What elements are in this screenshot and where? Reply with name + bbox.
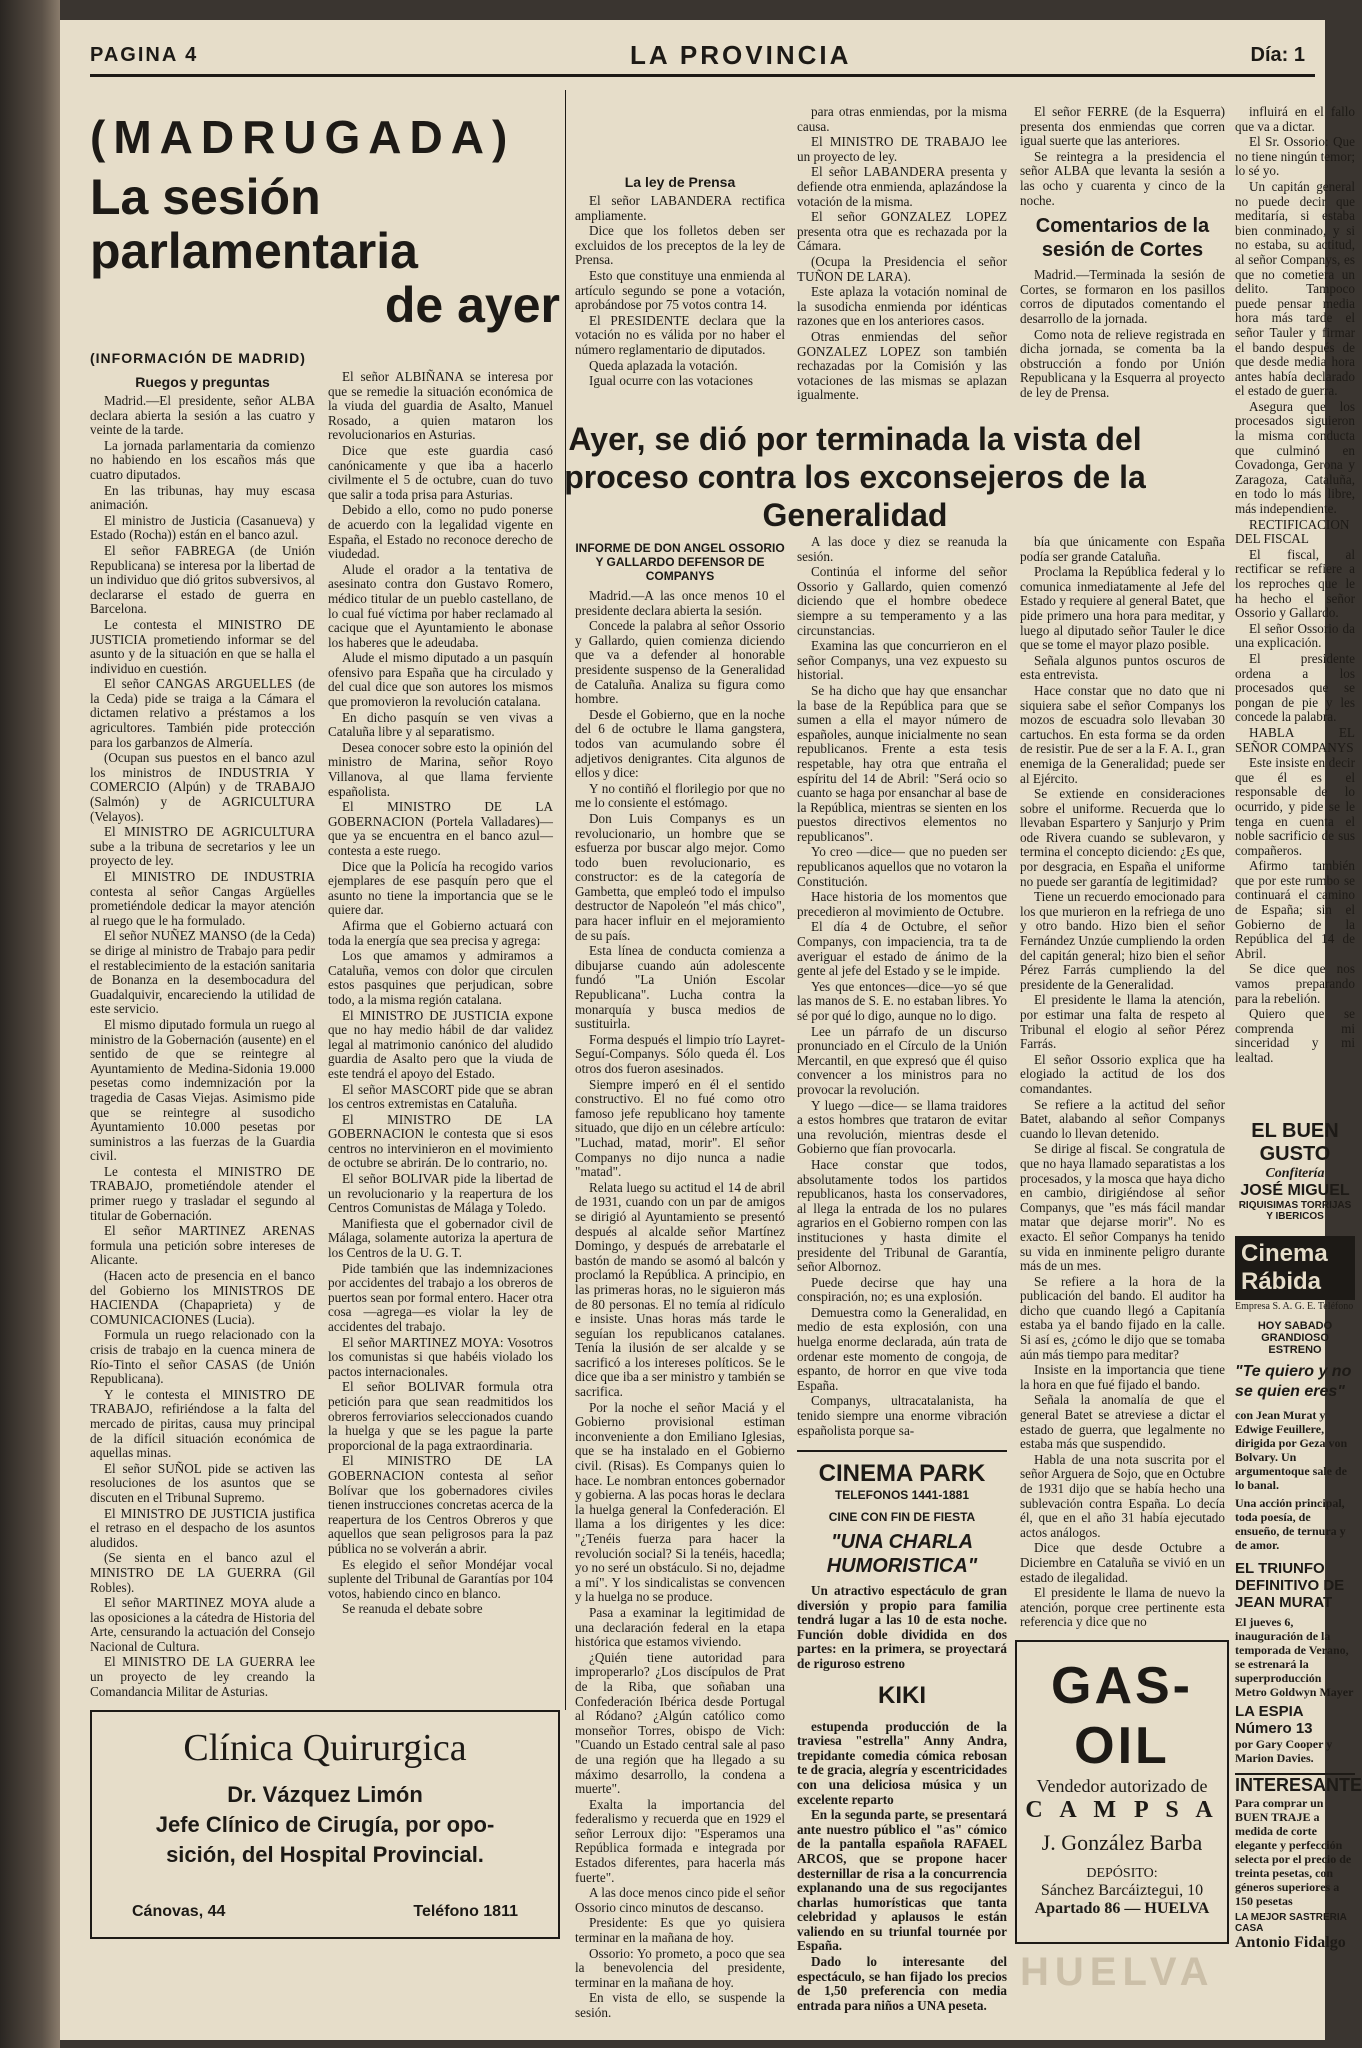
right-edge-paragraph: Afirmo también que por este rumbo se continuará el camino de España; sin el Gobierno de la República del 14 de Abril.: [1235, 858, 1355, 961]
gasoil-ad: [1015, 1640, 1229, 1944]
lead-paragraph: El ministro de Justicia (Casanueva) y Estado (Rocha)) están en el banco azul.: [90, 512, 315, 543]
generalidad-paragraph: Puede decirse que hay una conspiración, no; es una explosión.: [797, 1274, 1007, 1305]
prensa-paragraph: Dice que los folletos deben ser excluidos de los preceptos de la ley de Prensa.: [575, 223, 785, 268]
lead-paragraph: El MINISTRO DE AGRICULTURA sube a la tribuna de secretarios y lee un proyecto de ley.: [90, 824, 315, 869]
informe-heading: INFORME DE DON ANGEL OSSORIO Y GALLARDO DEFENSOR DE COMPANYS: [575, 541, 785, 583]
lead-paragraph: El señor MARTINEZ MOYA alude a las oposiciones a la cátedra de Historia del Arte, censurando la actuación del Consejo Nacional de Cultura.: [90, 1595, 315, 1654]
lead-paragraph: El MINISTRO DE JUSTICIA justifica el retraso en el despacho de los asuntos aludidos.: [90, 1505, 315, 1550]
generalidad-paragraph: Lee un párrafo de un discurso pronunciado en el Círculo de la Unión Mercantil, en que expresó que él quiso convencer a los ministros para no provocar la revolución.: [797, 1023, 1007, 1097]
generalidad-paragraph: Y luego —dice— se llama traidores a estos hombres que trataron de evitar una revolución, mientras desde el Gobierno que fían provocarla.: [797, 1097, 1007, 1157]
rabida-estreno: GRANDIOSO ESTRENO: [1261, 1332, 1329, 1356]
generalidad-paragraph: A las doce y diez se reanuda la sesión.: [797, 534, 1007, 564]
lead-paragraph: En las tribunas, hay muy escasa animación.: [90, 482, 315, 513]
generalidad-paragraph: Y no contiñó el florilegio por que no me lo consiente el estómago.: [575, 780, 785, 811]
generalidad-paragraph: Se ha dicho que hay que ensanchar la base de la República para que se sumen a ella el mayor número de españoles, aunque inicialmente no sean republicanos. Frente a esta tesis respetable, hay otra que entraña el espíritu del 14 de Abril: "Será ocio so cuanto se haga por ensanchar al base de la República, mientras se sienten en los puestos directivos elementos no republicanos".: [797, 682, 1007, 844]
rabida-cast: con Jean Murat y Edwige Feuillere, dirigida por Geza von Bolvary. Un argumentoque sale de lo banal.: [1235, 1408, 1348, 1492]
cinema-title: CINEMA PARK: [818, 1460, 986, 1487]
clinic-address: Cánovas, 44: [132, 1903, 226, 1920]
right-edge-paragraph: Quiero que se comprenda mi sinceridad y mi lealtad.: [1235, 1006, 1355, 1065]
newspaper-page: [60, 20, 1362, 2040]
generalidad-column-2: [797, 535, 1007, 1440]
generalidad-paragraph: Demuestra como la Generalidad, en medio de esta explosión, con una huelga enorme declarada, aún trata de ordenar este momento de congoja, de espanto, de horror en que vive toda España.: [797, 1304, 1007, 1393]
col5-column: [1020, 105, 1225, 410]
generalidad-paragraph: El presidente le llama la atención, por estimar una falta de respeto al Tribunal el elogio al señor Pérez Farrás.: [1020, 992, 1225, 1052]
col4-column: [797, 105, 1007, 410]
lead-paragraph: (Ocupan sus puestos en el banco azul los ministros de INDUSTRIA Y COMERCIO (Alpún) y de TRABAJO (Salmón) y de AGRICULTURA (Velayos).: [90, 750, 315, 824]
right-edge-paragraph: HABLA EL SEÑOR COMPANYS: [1235, 724, 1355, 755]
generalidad-paragraph: Don Luis Companys es un revolucionario, un hombre que se esfuerza por buscar algo mejor. Como todo buen revolucionario, es constructor: es de la categoría de Gambetta, que empleó todo el impulso destructor de Napoleón "el más chico", para hacer influir en el mejoramiento de su país.: [575, 810, 785, 943]
buengusto-title: EL BUEN GUSTO: [1251, 1120, 1339, 1165]
gasoil-campsa: C A M P S A: [1025, 1797, 1219, 1823]
lead-paragraph: Alude el mismo diputado a un pasquín ofensivo para España que ha circulado y del cual dice que son autores los mismos que promovieron la revolución catalana.: [328, 650, 553, 710]
right-edge-paragraph: El presidente ordena a los procesados que se pongan de pie y les concede la palabra.: [1235, 650, 1355, 725]
right-edge-paragraph: Se dice que nos vamos preparando para la rebelión.: [1235, 961, 1355, 1006]
column-rule: [565, 90, 566, 1710]
lead-subhead: Ruegos y preguntas: [135, 374, 270, 390]
prensa-column: [575, 170, 785, 410]
clinic-line: Jefe Clínico de Cirugía, por opo-: [155, 1812, 495, 1837]
lead-paragraph: El señor BOLIVAR pide la libertad de un revolucionario y la reapertura de los Centros Comunistas de Málaga y Toledo.: [328, 1171, 553, 1216]
headline-line: de ayer: [384, 277, 560, 333]
session-paragraph: El señor FERRE (de la Esquerra) presenta dos enmiendas que corren igual suerte que las anteriores.: [1020, 104, 1225, 149]
triunfo-heading: EL TRIUNFO DEFINITIVO DE JEAN MURAT: [1235, 1560, 1345, 1611]
lead-paragraph: Dice que la Policía ha recogido varios ejemplares de ese pasquín pero que el asunto no tiene la importancia que se le quiere dar.: [328, 858, 553, 918]
generalidad-paragraph: Companys, ultracatalanista, ha tenido siempre una enorme vibración españolista porque sa-: [797, 1393, 1007, 1438]
generalidad-paragraph: Hace constar que todos, absolutamente todos los partidos republicanos, hasta los conservadores, al llega la entrada de los no pulares agrarios en el Gobierno rompen con las instituciones y hasta dimite el presidente del Tribunal de Garantía, señor Albornoz.: [797, 1156, 1007, 1275]
book-spine: [0, 0, 60, 2048]
interesante-heading: INTERESANTE: [1235, 1775, 1362, 1795]
generalidad-paragraph: Proclama la República federal y lo comunica inmediatamente al Jefe del Estado y requiere al general Batet, que pide primero una hora para meditar, y luego al diputado señor Tauler le dice que se tome el mayor plazo posible.: [1020, 564, 1225, 653]
generalidad-paragraph: Hace constar que no dato que ni siquiera sabe el señor Companys los mozos de escuadra solo llevaban 30 cartuchos. En esta forma se da orden de resistir. Pue de ser a la F. A. I., gran enemiga de la Generalidad; puede ser al Ejército.: [1020, 682, 1225, 786]
lead-paragraph: Madrid.—El presidente, señor ALBA declara abierta la sesión a las cuatro y veinte de la tarde.: [90, 393, 315, 438]
generalidad-paragraph: Se refiere a la actitud del señor Batet, alabando al señor Companys cuando lo llevan detenido.: [1020, 1096, 1225, 1141]
rabida-empresa: Empresa S. A. G. E. Teléfono: [1235, 1301, 1354, 1312]
lead-headline: [90, 170, 560, 332]
prensa-heading: La ley de Prensa: [624, 174, 736, 190]
lead-paragraph: El mismo diputado formula un ruego al ministro de la Gobernación (ausente) en el sentido de que se reintegre al Ayuntamiento de Medina-Sidonia 19.000 pesetas como indemnización por la tragedia de Casas Viejas. Asimismo pide que se reintegre al susodicho Ayuntamiento 10.000 pesetas por suministros a las fuerzas de la Guardia civil.: [90, 1016, 315, 1164]
generalidad-paragraph: El día 4 de Octubre, el señor Companys, con impaciencia, tra ta de averiguar el estado de ánimo de la gente al jefe del Estado y se le impide.: [797, 919, 1007, 979]
clinic-ad: [90, 1710, 560, 1939]
headline-line: La sesión: [90, 169, 321, 225]
generalidad-paragraph: Tiene un recuerdo emocionado para los que murieron en la refriega de uno y otro bando. Hizo bien el señor Fernández Unzúe cumpliendo la orden del capitán general; hizo bien el señor Pérez Farrás cumpliendo la del presidente de la Generalidad.: [1020, 889, 1225, 992]
lead-paragraph: El señor BOLIVAR formula otra petición para que sean readmitidos los obreros ferroviarios seleccionados cuando la huelga y que se les pague la parte proporcional de la paga extraordinaria.: [328, 1379, 553, 1453]
generalidad-paragraph: Dice que desde Octubre a Diciembre en Cataluña se vivió en un estado de ilegalidad.: [1020, 1540, 1225, 1585]
lead-paragraph: El MINISTRO DE INDUSTRIA contesta al señor Cangas Argüelles prometiéndole dedicar la mayor atención al ruego que le ha formulado.: [90, 869, 315, 928]
lead-paragraph: El MINISTRO DE JUSTICIA expone que no hay medio hábil de dar validez legal al matrimonio canónico del aludido guardia de Asalto pero que la viuda de este tendrá el apoyo del Estado.: [328, 1007, 553, 1081]
generalidad-paragraph: Examina las que concurrieron en el señor Companys, una vez expuesto su historial.: [797, 638, 1007, 683]
generalidad-paragraph: ¿Quién tiene autoridad para improperarlo? ¿Los discípulos de Prat de la Riba, que soñaban una Confederación Ibérica desde Portugal al Ródano? ¿Algún católico como monseñor Torres, obispo de Vich: "Cuando un Estado central sale al paso de una región que ha llegado a su máximo desarrollo, la condena a muerte".: [575, 1649, 785, 1797]
generalidad-paragraph: Se refiere a la hora de la publicación del bando. El auditor ha dicho que cuando llegó a Capitanía estaba ya el bando fijado en la calle. Si así es, ¿cómo le dijo que se tomaba aún más tiempo para meditar?: [1020, 1273, 1225, 1362]
headline-line: parlamentaria: [90, 223, 418, 279]
clinic-line: sición, del Hospital Provincial.: [166, 1842, 484, 1867]
prensa-paragraph: Igual ocurre con las votaciones: [589, 373, 754, 389]
lead-column-1: [90, 370, 315, 1700]
lead-kicker: (MADRUGADA): [90, 111, 516, 163]
lead-paragraph: El señor SUÑOL pide se activen las resoluciones de los asuntos que se discuten en el Tribunal Supremo.: [90, 1460, 315, 1505]
generalidad-paragraph: Habla de una nota suscrita por el señor Arguera de Sojo, que en Octubre de 1931 dijo que se había hecho una sublevación contra España. Lo decía él, que en el año 31 había ejecutado actos análogos.: [1020, 1451, 1225, 1540]
generalidad-paragraph: Se extiende en consideraciones sobre el uniforme. Recuerda que lo llevaban Espartero y Sanjurjo y Prim ode Rivera cuando se sublevaron, y termina el concepto diciendo: ¿Es que, por desgracia, en España el uniforme no puede ser garantía de legitimidad?: [1020, 786, 1225, 889]
right-edge-paragraph: RECTIFICACION DEL FISCAL: [1235, 516, 1350, 547]
generalidad-paragraph: bía que únicamente con España podía ser grande Cataluña.: [1020, 534, 1225, 564]
lead-paragraph: Manifiesta que el gobernador civil de Málaga, solamente autoriza la apertura de los Centros de la U. G. T.: [328, 1215, 553, 1261]
sastreria-label: LA MEJOR SASTRERIA CASA: [1235, 1912, 1347, 1934]
generalidad-paragraph: Hace historia de los momentos que precedieron al movimiento de Octubre.: [797, 889, 1007, 919]
gasoil-title: GAS-OIL: [1051, 1657, 1193, 1775]
owner-name: JOSÉ MIGUEL: [1240, 1182, 1350, 1199]
lead-paragraph: El señor CANGAS ARGUELLES (de la Ceda) pide se traiga a la Cámara el dictamen relativo a préstamos a los agricultores. También pide protección para los garbanzos de Almería.: [90, 676, 315, 750]
clinic-phone: Teléfono 1811: [413, 1903, 518, 1920]
cinema-desc: En la segunda parte, se presentará ante nuestro público el "as" cómico de la pantalla española RAFAEL ARCOS, que se propone hacer desternillar de risa a la concurrencia explanando una de sus regocijantes charlas humorísticas que tanta celebridad y aplausos le están valiendo en su triunfal tournée por España.: [797, 1807, 1007, 1954]
lead-paragraph: (Hacen acto de presencia en el banco del Gobierno los MINISTROS DE HACIENDA (Chapaprieta) y de COMUNICACIONES (Lucia).: [90, 1268, 315, 1327]
right-edge-paragraph: Asegura que los procesados siguieron la misma conducta que culminó en Covadonga, Gerona y Zaragoza, Cataluña, en todo lo más libre, más independiente.: [1235, 398, 1355, 517]
session-paragraph: para otras enmiendas, por la misma causa.: [797, 104, 1007, 134]
confiteria-label: Confitería: [1265, 1166, 1325, 1181]
rabida-film: "Te quiero y no se quien eres": [1235, 1363, 1352, 1400]
gasoil-name: J. González Barba: [1041, 1830, 1203, 1855]
archive-watermark: HUELVA: [1020, 1950, 1215, 1994]
generalidad-headline: Ayer, se dió por terminada la vista del proceso contra los exconsejeros de la Generalidad: [564, 421, 1146, 533]
generalidad-paragraph: Se dirige al fiscal. Se congratula de que no haya llamado separatistas a los procesados, y la mosca que haya dicho en cambio, dirigiéndose al señor Companys, que "es más fácil mandar matar que dejarse morir". No es exacto. El señor Companys ha tenido su vida en inminente peligro durante más de un mes.: [1020, 1141, 1225, 1274]
gasoil-line: Vendedor autorizado de: [1036, 1776, 1208, 1796]
prensa-paragraph: Queda aplazada la votación.: [589, 357, 738, 373]
clinic-doctor: Dr. Vázquez Limón: [227, 1782, 423, 1807]
lead-paragraph: El señor MASCORT pide que se abran los centros extremistas en Cataluña.: [328, 1081, 553, 1112]
session-paragraph: Este aplaza la votación nominal de la susodicha enmienda por idénticas razones que en los anteriores casos.: [797, 284, 1007, 329]
generalidad-paragraph: Pasa a examinar la legitimidad de una declaración federal en la etapa histórica que estamos viviendo.: [575, 1604, 785, 1650]
lead-paragraph: El señor NUÑEZ MANSO (de la Ceda) se dirige al ministro de Trabajo para pedir el restablecimiento de la estación sanitaria de Bonanza en la desembocadura del Guadalquivir, encareciendo la utilidad de este servicio.: [90, 928, 315, 1017]
generalidad-paragraph: Por la noche el señor Maciá y el Gobierno provisional estiman inconveniente a don Emiliano Iglesias, que se ha instalado en el Gobierno civil. (Risas). Es Companys quien lo hace. Le nombran entonces gobernador y gobierna. A las pocas horas le declara la huelga general la Confederación. El llama a los dirigentes y les dice: "¿Tenéis fuerza para hacer la revolución social? Si la tenéis, hacedla; yo no seré un obstáculo. Si no, dejadme a mí". Y los sindicalistas se convencen y la huelga no se produce.: [575, 1399, 785, 1605]
lead-paragraph: Es elegido el señor Mondéjar vocal suplente del Tribunal de Garantías por 104 votos, habiendo cinco en blanco.: [328, 1556, 553, 1601]
generalidad-paragraph: A las doce menos cinco pide el señor Ossorio cinco minutos de descanso.: [575, 1885, 785, 1915]
right-edge-paragraph: Este insiste en decir que él es el responsable de lo ocurrido, y pide se le tenga en cuenta el noble sacrificio de sus compañeros.: [1235, 755, 1355, 858]
newspaper-title: LA PROVINCIA: [630, 40, 852, 70]
rabida-hoy: HOY SABADO: [1257, 1320, 1333, 1332]
generalidad-paragraph: Continúa el informe del señor Ossorio y Gallardo, quien comenzó diciendo que el hombre obedece siempre a su temperamento y a las circunstancias.: [797, 564, 1007, 638]
lead-paragraph: Los que amamos y admiramos a Cataluña, vemos con dolor que circulen estos pasquines que perjudican, sobre todo, a la misma región catalana.: [328, 948, 553, 1007]
page-number: PAGINA 4: [90, 44, 199, 66]
buengusto-desc: RIQUISIMAS TORRIJAS Y IBERICOS: [1238, 1200, 1352, 1222]
generalidad-paragraph: Concede la palabra al señor Ossorio y Gallardo, quien comienza diciendo que va a defender al honorable presidente suspenso de la Generalidad de Cataluña. Analiza su figura como hombre.: [575, 618, 785, 707]
right-edge-paragraph: El señor Ossorio da una explicación.: [1235, 620, 1355, 651]
generalidad-paragraph: Exalta la importancia del federalismo y recuerda que en 1929 el señor Lerroux dijo: "Esperamos una República formada e integrada por Estados diferentes, para hacerla más fuerte".: [575, 1796, 785, 1885]
lead-paragraph: El señor ALBIÑANA se interesa por que se remedie la situación económica de la viuda del guardia de Asalto, Manuel Rosado, a quien mataron los revolucionarios en Asturias.: [328, 369, 553, 443]
session-paragraph: El MINISTRO DE TRABAJO lee un proyecto de ley.: [797, 134, 1007, 164]
lead-paragraph: Desea conocer sobre esto la opinión del ministro de Marina, señor Royo Villanova, al que llama ferviente españolista.: [328, 739, 553, 799]
session-paragraph: El señor LABANDERA presenta y defiende otra enmienda, aplazándose la votación de la misma.: [797, 164, 1007, 209]
lead-paragraph: Pide también que las indemnizaciones por accidentes del trabajo a los obreros de puertos sean por formal entero. Hacer otra cosa —agrega—es violar la ley de accidentes del trabajo.: [328, 1260, 553, 1334]
lead-paragraph: Afirma que el Gobierno actuará con toda la energía que sea precisa y agrega:: [328, 917, 553, 948]
session-paragraph: El señor GONZALEZ LOPEZ presenta otra que es rechazada por la Cámara.: [797, 209, 1007, 254]
generalidad-paragraph: Desde el Gobierno, que en la noche del 6 de octubre le llama gangstera, todos van acumulando sobre él adjetivos denigrantes. Cita algunos de ellos y dice:: [575, 706, 785, 781]
lead-paragraph: Le contesta el MINISTRO DE JUSTICIA prometiendo informar se del asunto y de la situación en que se halla el individuo en cuestión.: [90, 616, 315, 676]
generalidad-paragraph: Ossorio: Yo prometo, a poco que sea la benevolencia del presidente, terminar en la mañana de hoy.: [575, 1945, 785, 1990]
prensa-paragraph: El señor LABANDERA rectifica ampliamente.: [575, 193, 785, 223]
session-paragraph: (Ocupa la Presidencia el señor TUÑON DE LARA).: [797, 253, 1007, 284]
lead-paragraph: Formula un ruego relacionado con la crisis de trabajo en la cuenca minera de Río-Tinto el señor CASAS (de Unión Republicana).: [90, 1327, 315, 1387]
lead-paragraph: Le contesta el MINISTRO DE TRABAJO, prometiéndole atender el primer ruego y trasladar el segundo al titular de Gobernación.: [90, 1163, 315, 1223]
lead-column-2: [328, 370, 553, 1700]
lead-paragraph: El MINISTRO DE LA GOBERNACION (Portela Valladares)— que ya se encuentra en el banco azul—contesta a este ruego.: [328, 799, 553, 858]
generalidad-paragraph: Esta línea de conducta comienza a dibujarse cuando aún adolescente fundó "La Unión Escolar Republicana". Lucha contra la monarquía y busca medios de sustituirla.: [575, 943, 785, 1032]
lead-paragraph: Dice que este guardia casó canónicamente y que iba a hacerlo civilmente el 5 de octubre, cuan do tuvo que salir a toda prisa para Asturias.: [328, 442, 553, 502]
cinema-desc: estupenda producción de la traviesa "estrella" Anny Andra, trepidante comedia cómica rebosan te de gracia, alegría y escentricidades con una deliciosa música y un excelente reparto: [797, 1718, 1007, 1807]
comentarios-heading: Comentarios de la sesión de Cortes: [1035, 215, 1210, 262]
cinema-park-ad: [797, 1450, 1007, 2013]
fidalgo-name: Antonio Fidalgo: [1235, 1934, 1346, 1951]
generalidad-paragraph: Yo creo —dice— que no pueden ser republicanos aquellos que no votaron la Constitución.: [797, 844, 1007, 889]
comentarios-paragraph: Como nota de relieve registrada en dicha jornada, se comenta ba la obstrucción a fondo por Unión Republicana y la Esquerra al proyecto de ley de Prensa.: [1020, 326, 1225, 400]
rabida-title: Cinema Rábida: [1235, 1236, 1355, 1300]
cinema-subtitle: CINE CON FIN DE FIESTA: [828, 1510, 976, 1524]
generalidad-paragraph: El presidente le llama de nuevo la atención, porque cree pertinente esta referencia y dice que no: [1020, 1585, 1225, 1630]
masthead: [90, 34, 1315, 77]
lead-paragraph: La jornada parlamentaria da comienzo no habiendo en los escaños más que cuatro diputados.: [90, 437, 315, 482]
lead-paragraph: El MINISTRO DE LA GOBERNACION contesta al señor Bolívar que los gobernadores civiles tienen instrucciones concretas acerca de la reapertura de los Centros Obreros y que aquellos que sean peligrosos para la paz pública no se volverán a abrir.: [328, 1453, 553, 1556]
session-paragraph: Otras enmiendas del señor GONZALEZ LOPEZ son también rechazadas por la Comisión y las votaciones de las mismas se aplazan igualmente.: [797, 328, 1007, 403]
interesante-desc: Para comprar un BUEN TRAJE a medida de corte elegante y perfección selecta por el precio de treinta pesetas, con géneros superiores a 150 pesetas: [1235, 1796, 1352, 1908]
generalidad-paragraph: Señala la anomalía de que el general Batet se atreviese a dictar el estado de guerra, que legalmente no estaba más que suspendido.: [1020, 1392, 1225, 1452]
espia-title: LA ESPIA Número 13: [1235, 1703, 1313, 1737]
prensa-paragraph: El PRESIDENTE declara que la votación no es válida por no haber el número reglamentario de diputados.: [575, 312, 785, 357]
lead-paragraph: El señor MARTINEZ ARENAS formula una petición sobre intereses de Alicante.: [90, 1223, 315, 1268]
lead-info: (INFORMACIÓN DE MADRID): [90, 350, 306, 366]
right-edge-paragraph: influirá en el fallo que va a dictar.: [1235, 104, 1355, 134]
generalidad-paragraph: Señala algunos puntos oscuros de esta entrevista.: [1020, 652, 1225, 683]
lead-paragraph: Alude el orador a la tentativa de asesinato contra don Gustavo Romero, médico titular de un pueblo castellano, de lo cual fué víctima por haber reclamado al cacique que el Ayuntamiento le abonase los haberes que le adeudaba.: [328, 561, 553, 650]
cinema-desc: Dado lo interesante del espectáculo, se han fijado los precios de 1,50 preferencia con media entrada para niños a UNA peseta.: [797, 1954, 1007, 2013]
cinema-phones: TELEFONOS 1441-1881: [834, 1488, 970, 1502]
generalidad-column-1: [575, 535, 785, 2020]
generalidad-paragraph: Yes que entonces—dice—yo sé que las manos de S. E. no estaban libres. Yo sé por qué lo digo, aunque no lo digo.: [797, 978, 1007, 1023]
lead-paragraph: Se reanuda el debate sobre: [342, 1601, 483, 1617]
generalidad-paragraph: Relata luego su actitud el 14 de abril de 1931, cuando con un par de amigos se dirigió al Ayuntamiento se presentó después al alcalde señor Martínez Domingo, y después de arrebatarle el bastón de mando se asomó al balcón y proclamó la República. A principio, en las primeras horas, no le siguieron más de 80 personas. El no temía al ridículo e insiste. Unas horas más tarde le seguían los republicanos catalanes. Tenía la ilusión de ser alcalde y se sacrificó a los intereses políticos. Se le dice que iba a ser ministro y también se sacrifica.: [575, 1179, 785, 1400]
generalidad-paragraph: En vista de ello, se suspende la sesión.: [575, 1990, 785, 2020]
generalidad-paragraph: Siempre imperó en él el sentido constructivo. El no fué como otro famoso jefe republicano hoy tamente situado, que dijo en un célebre artículo: "Luchad, matad, morir". El señor Companys no dijo nunca a nadie "matad".: [575, 1076, 785, 1180]
prensa-paragraph: Esto que constituye una enmienda al artículo segundo se pone a votación, aprobándose por 75 votos contra 14.: [575, 267, 785, 313]
generalidad-paragraph: Madrid.—A las once menos 10 el presidente declara abierta la sesión.: [575, 588, 785, 618]
generalidad-paragraph: El señor Ossorio explica que ha elogiado la actitud de los dos comandantes.: [1020, 1051, 1225, 1096]
comentarios-paragraph: Madrid.—Terminada la sesión de Cortes, se formaron en los pasillos corros de diputados comentando el desarrollo de la jornada.: [1020, 267, 1225, 326]
generalidad-paragraph: Forma después el limpio trío Layret-Seguí-Companys. Sólo queda él. Los otros dos fueron asesinados.: [575, 1031, 785, 1076]
espia-cast: por Gary Cooper y Marion Davies.: [1235, 1737, 1333, 1765]
lead-paragraph: El señor FABREGA (de Unión Republicana) se interesa por la libertad de un individuo que dió gritos subversivos, al declararse el estado de guerra en Barcelona.: [90, 542, 315, 617]
right-edge-paragraph: El Sr. Ossorio: Que no tiene ningún temor; lo sé yo.: [1235, 134, 1355, 179]
lead-paragraph: Y le contesta el MINISTRO DE TRABAJO, refiriéndose a la falta del mercado de piritas, causa muy principal de la difícil situación económica de aquellas minas.: [90, 1386, 315, 1461]
cinema-film2: KIKI: [878, 1681, 926, 1709]
generalidad-paragraph: Insiste en la importancia que tiene la hora en que fué fijado el bando.: [1020, 1362, 1225, 1392]
session-paragraph: Se reintegra a la presidencia el señor ALBA que levanta la sesión a las ocho y cuarenta y cinco de la noche.: [1020, 148, 1225, 208]
lead-paragraph: (Se sienta en el banco azul el MINISTRO DE LA GUERRA (Gil Robles).: [90, 1550, 315, 1595]
right-ads: [1235, 1120, 1362, 2000]
lead-paragraph: Debido a ello, como no pudo ponerse de acuerdo con la legalidad vigente en España, el Estado no reconoce derecho de viudedad.: [328, 502, 553, 562]
right-edge-paragraph: El fiscal, al rectificar se refiere a los reproches que le ha hecho el señor Ossorio y Gallardo.: [1235, 546, 1355, 621]
right-edge-column: [1235, 105, 1355, 1105]
rabida-desc: Una acción principal, toda poesía, de ensueño, de ternura y de amor.: [1235, 1496, 1346, 1552]
lead-paragraph: El MINISTRO DE LA GOBERNACION le contesta que si esos centros no intervinieron en el movimiento de octubre se abrirán. De lo contrario, no.: [328, 1111, 553, 1171]
lead-paragraph: En dicho pasquín se ven vivas a Cataluña libre y al separatismo.: [328, 709, 553, 740]
lead-paragraph: El señor MARTINEZ MOYA: Vosotros los comunistas si que habéis violado los pactos internacionales.: [328, 1334, 553, 1379]
gasoil-address: Sánchez Barcáiztegui, 10: [1040, 1882, 1204, 1899]
cinema-desc: Un atractivo espectáculo de gran diversión y propio para familia tendrá lugar a las 10 de esta noche. Función doble dividida en dos partes: en la primera, se proyectará de riguroso estreno: [797, 1583, 1007, 1671]
cinema-film: "UNA CHARLA HUMORISTICA": [826, 1531, 978, 1577]
lead-paragraph: El MINISTRO DE LA GUERRA lee un proyecto de ley creando la Comandancia Militar de Asturias.: [90, 1654, 315, 1699]
gasoil-apartado: Apartado 86 — HUELVA: [1034, 1900, 1210, 1917]
jueves-text: El jueves 6, inauguración de la temporada de Verano, se estrenará la superproducción Metro Goldwyn Mayer: [1235, 1615, 1354, 1699]
gasoil-deposito: DEPÓSITO:: [1086, 1866, 1158, 1881]
issue-day: Día: 1: [1250, 44, 1305, 66]
generalidad-column-3: [1020, 534, 1225, 1630]
clinic-title: Clínica Quirurgica: [183, 1727, 467, 1769]
generalidad-paragraph: Presidente: Es que yo quisiera terminar en la mañana de hoy.: [575, 1915, 785, 1946]
right-edge-paragraph: Un capitán general no puede decir que meditaría, si estaba bien conminado, y si no estaba, su actitud, al señor Companys, es que no cometiera un delito. Tampoco puede pensar media hora más tarde el señor Tauler y firmar el bando después de que desde media hora antes había declarado el estado de guerra.: [1235, 178, 1355, 399]
